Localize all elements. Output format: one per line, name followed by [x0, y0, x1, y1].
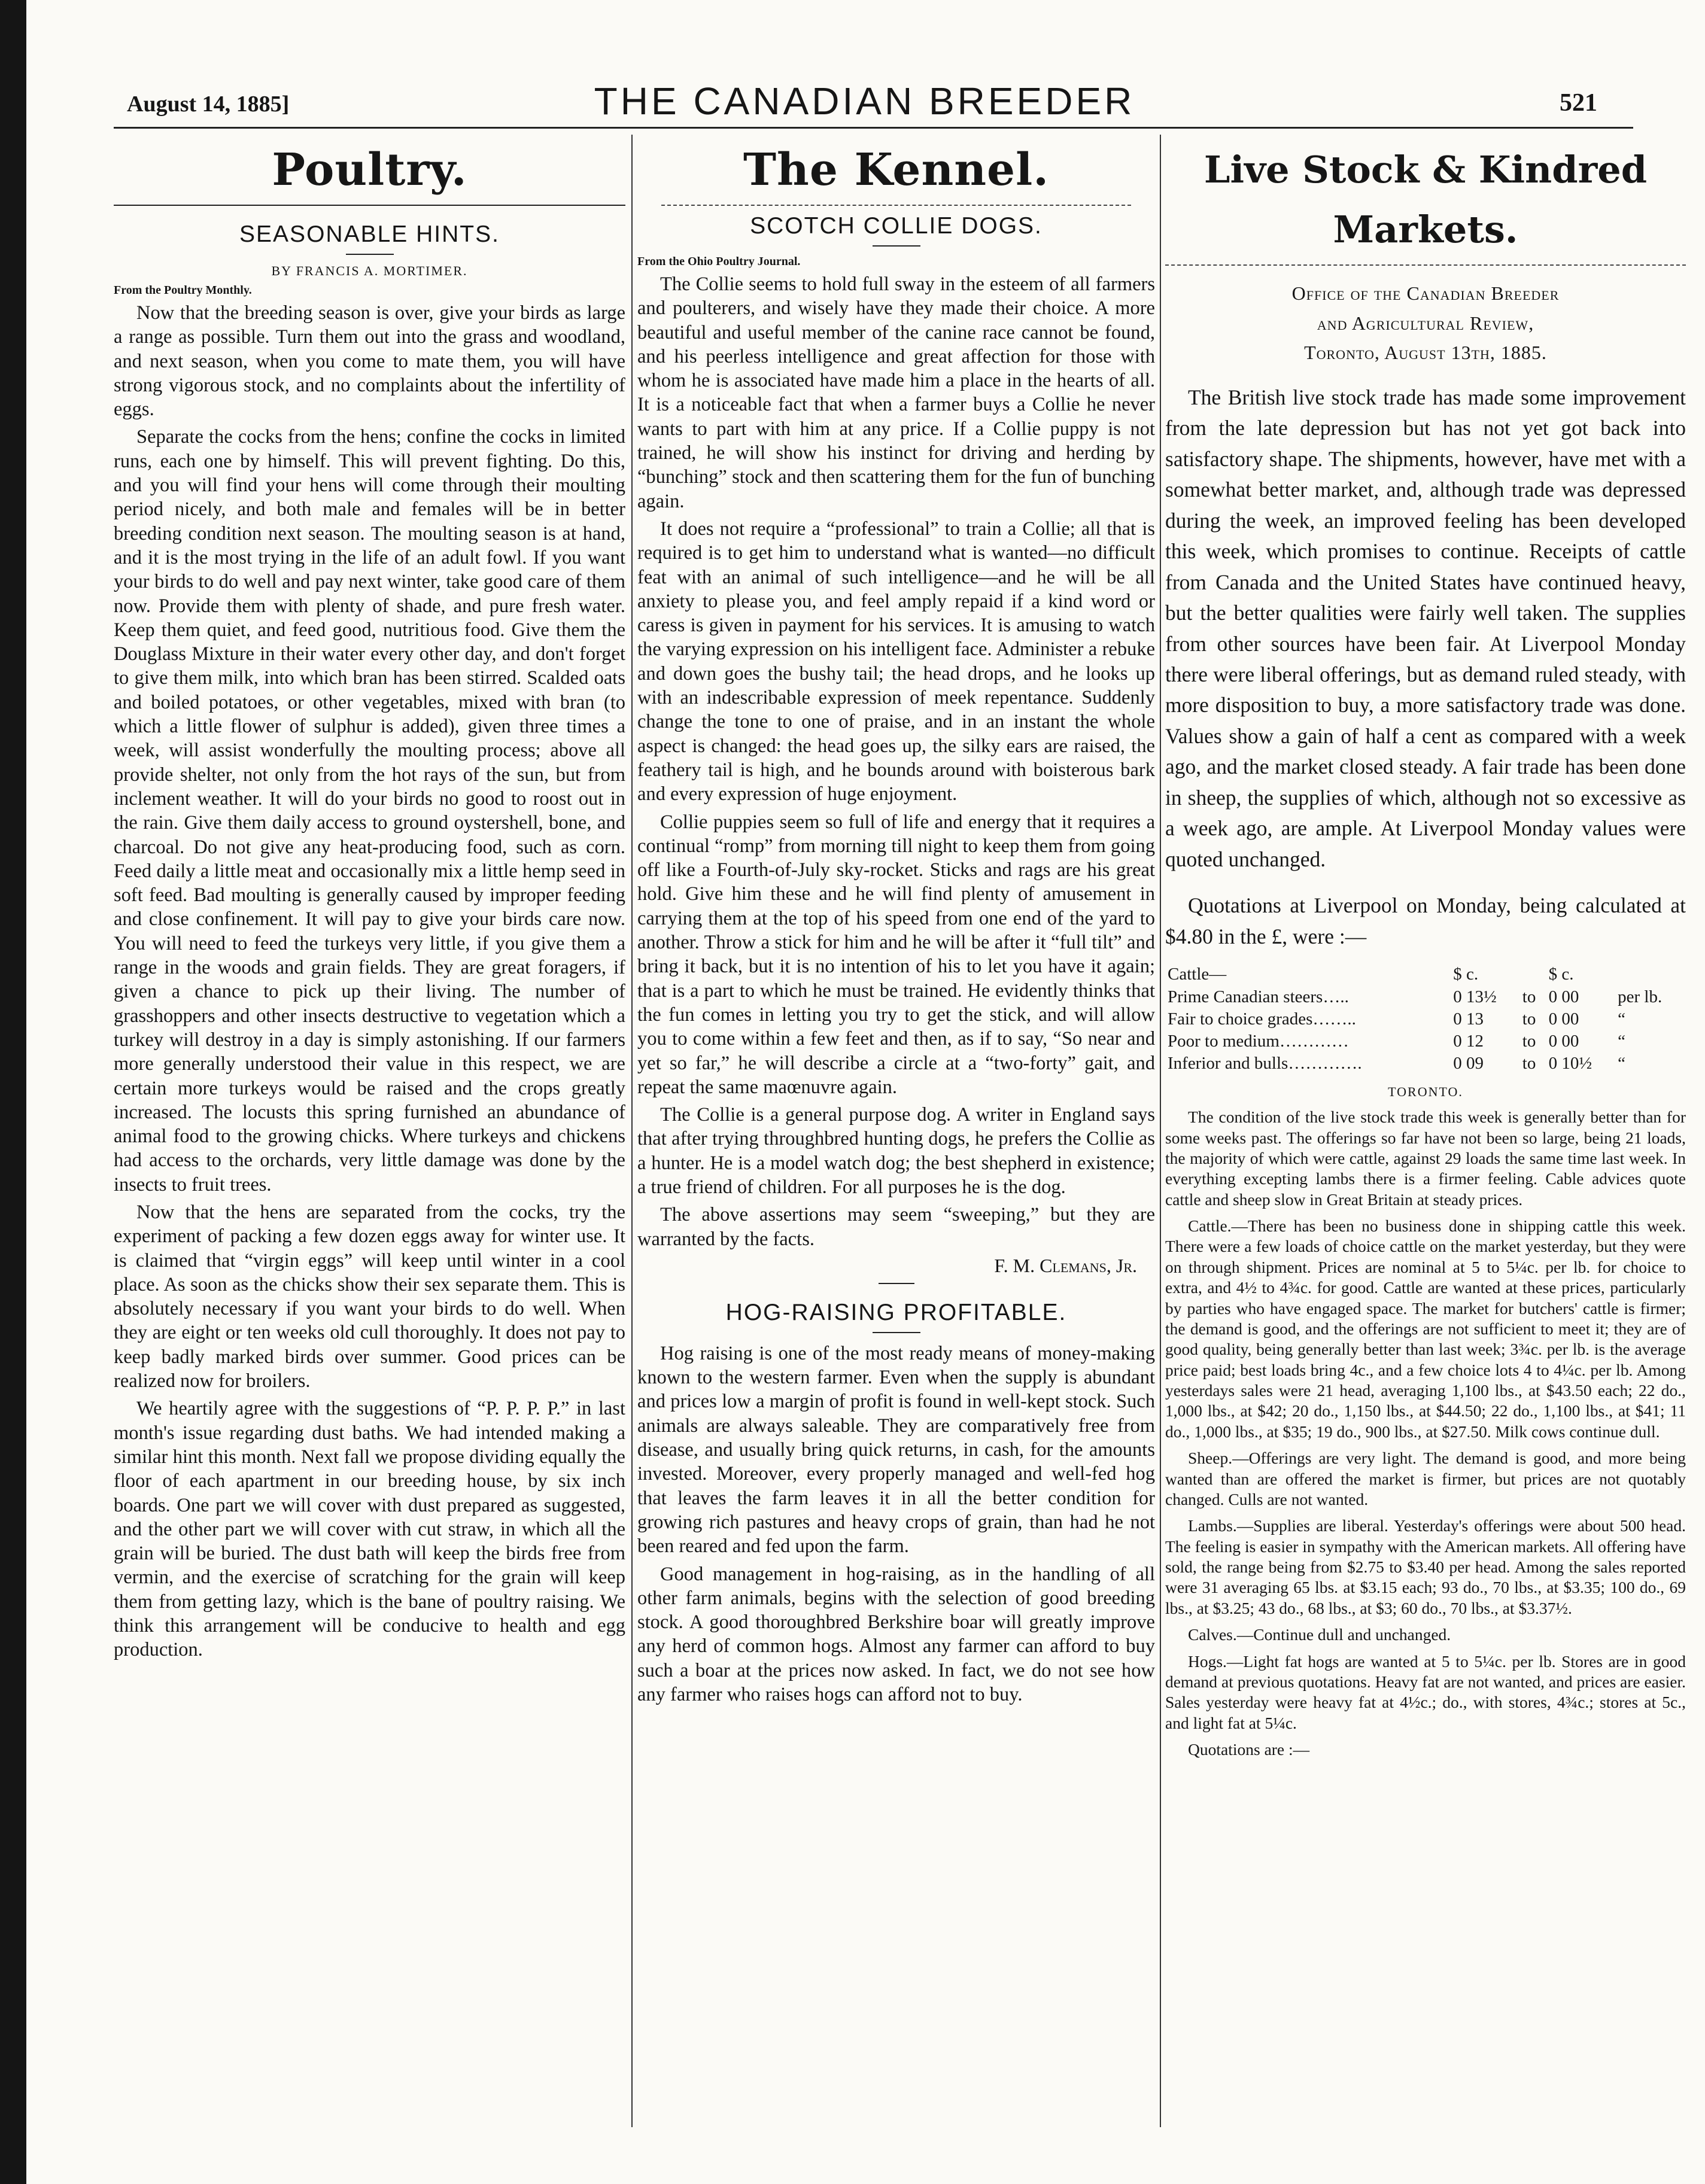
- scan-edge: [0, 0, 26, 2184]
- table-row: [1165, 986, 1686, 1008]
- office-line: and Agricultural Review,: [1317, 312, 1534, 334]
- table-cell: to: [1522, 1032, 1536, 1051]
- paragraph: Sheep.—Offerings are very light. The demand is good, and more being wanted than are offered the market is firmer, but prices are not quotably changed. Culls are not wanted.: [1165, 1449, 1686, 1508]
- table-cell: 0 00: [1548, 1032, 1579, 1051]
- office-line: Office of the Canadian Breeder: [1291, 282, 1560, 304]
- table-cell: 0 13½: [1453, 987, 1497, 1007]
- poultry-column: [114, 133, 625, 2142]
- toronto-report: [1165, 1107, 1686, 1760]
- office-line: Toronto, August 13th, 1885.: [1304, 342, 1547, 364]
- headline-rule: [873, 1332, 920, 1333]
- paragraph: The Collie is a general purpose dog. A writer in England says that after trying throughbred hunting dogs, he prefers the Collie as a hunter. He is a model watch dog; the best shepherd in existence; a true friend of children. For all purposes he is the dog.: [637, 1104, 1155, 1198]
- table-cell: 0 09: [1453, 1054, 1484, 1073]
- kennel-department-heading: The Kennel.: [743, 144, 1050, 196]
- column-header: $ c.: [1548, 965, 1574, 984]
- table-cell: “: [1618, 1032, 1626, 1051]
- table-cell: to: [1522, 1009, 1536, 1029]
- table-cell: 0 13: [1453, 1009, 1484, 1029]
- table-cell: 0 00: [1548, 987, 1579, 1007]
- paragraph: Lambs.—Supplies are liberal. Yesterday's offerings were about 500 head. The feeling is easier in sympathy with the American markets. All offering have sold, the range being from $2.75 to $3.40 per head. Among the sales reported were 31 averaging 65 lbs. at $3.15 each; 93 do., 70 lbs., at $3.35; 100 do., 69 lbs., at $3.25; 43 do., 68 lbs., at $3; 60 do., 70 lbs., at $3.37½.: [1165, 1516, 1686, 1617]
- paragraph: The Collie seems to hold full sway in the esteem of all farmers and poulterers, and wisely have they made their choice. A more beautiful and useful member of the canine race cannot be found, and his peerless intelligence and great affection for those with whom he is associated have made him a place in the hearts of all. It is a noticeable fact that when a farmer buys a Collie he never wants to part with him at any price. If a Collie puppy is not trained, he will show his instinct for driving and herding by “bunching” stock and then scattering them for the fun of bunching again.: [637, 273, 1155, 512]
- table-cell: Poor to medium…………: [1168, 1032, 1349, 1051]
- table-cell: “: [1618, 1009, 1626, 1029]
- paragraph: We heartily agree with the suggestions of “P. P. P. P.” in last month's issue regarding dust baths. We had intended making a similar hint this month. Next fall we propose dividing equally the floor of each apartment in our breeding house, by six inch boards. One part we will cover with dust prepared as suggested, and the other part we will cover with cut straw, in which all the grain will be buried. The dust bath will keep the birds free from vermin, and the exercise of scratching for the grain will keep them from getting lazy, which is the bane of poultry raising. We think this arrangement will be conducive to health and egg production.: [114, 1398, 625, 1661]
- paragraph: Good management in hog-raising, as in the handling of all other farm animals, begins with the selection of good breeding stock. A good thoroughbred Berkshire boar will greatly improve any herd of common hogs. Almost any farmer can afford to buy such a boar at the prices now asked. In fact, we do not see how any farmer who raises hogs can afford not to buy.: [637, 1563, 1155, 1706]
- paragraph: Collie puppies seem so full of life and energy that it requires a continual “romp” from morning till night to keep them from going off like a Fourth-of-July sky-rocket. Sticks and rags are his great hold. Give him these and he will find plenty of amusement in carrying them at the top of his speed from one end of the yard to another. Throw a stick for him and he will be after it “full tilt” and bring it back, but it is no intention of his to let you have it again; that is a part to which he must be trained. He evidently thinks that the fun comes in letting you try to get the stick, and will allow you to come within a few feet and then, as if to say, “So near and yet so far,” he will describe a circle at a “two-forty” gait, and repeat the same maœnuvre again.: [637, 811, 1155, 1098]
- paragraph: It does not require a “professional” to train a Collie; all that is required is to get him to understand what is wanted—no difficult feat with an animal of such intelligence—and he will be all anxiety to please you, and feel amply repaid if a kind word or caress is given in payment for his services. It is amusing to watch the varying expression on his intelligent face. Administer a rebuke and down goes the bushy tail; the head drops, and he looks up with an indescribable expression of meek repentance. Suddenly change the tone to one of praise, and in an instant the whole aspect is changed: the head goes up, the silky ears are raised, the feathery tail is high, and he bounds around with boisterous bark and every expression of huge enjoyment.: [637, 518, 1155, 805]
- department-rule: [1165, 264, 1686, 266]
- article-source: From the Poultry Monthly.: [114, 284, 252, 297]
- column-header: [1615, 963, 1686, 986]
- article-separator: [879, 1283, 914, 1284]
- kennel-column: [637, 133, 1155, 2142]
- department-rule: [661, 205, 1131, 206]
- paragraph: Calves.—Continue dull and unchanged.: [1188, 1625, 1451, 1644]
- article-signature: F. M. Clemans, Jr.: [994, 1254, 1137, 1276]
- masthead: [90, 72, 1639, 126]
- article-byline: BY FRANCIS A. MORTIMER.: [271, 263, 468, 278]
- table-cell: 0 12: [1453, 1032, 1484, 1051]
- paragraph: Hogs.—Light fat hogs are wanted at 5 to 5¼c. per lb. Stores are in good demand at previous quotations. Heavy fat are not wanted, and prices are easier. Sales yesterday were heavy fat at 4½c.; do., with stores, 4¾c.; stores at 5c., and light fat at 5¼c.: [1165, 1651, 1686, 1732]
- table-cell: per lb.: [1618, 987, 1663, 1007]
- article-headline: SCOTCH COLLIE DOGS.: [750, 213, 1043, 239]
- table-cell: to: [1522, 1054, 1536, 1073]
- newspaper-title: THE CANADIAN BREEDER: [594, 80, 1135, 123]
- paragraph: The condition of the live stock trade this week is generally better than for some weeks past. The offerings so far have not been so large, being 21 loads, the majority of which were cattle, against 29 loads the same time last week. In everything excepting lambs there is a firmer feeling. Cable advices quote cattle and sheep slow in Great Britain at steady prices.: [1165, 1108, 1686, 1209]
- table-row: [1165, 1053, 1686, 1075]
- toronto-heading: TORONTO.: [1388, 1084, 1463, 1100]
- paragraph: The above assertions may seem “sweeping,” but they are warranted by the facts.: [637, 1204, 1155, 1250]
- table-cell: Fair to choice grades……..: [1168, 1009, 1356, 1029]
- office-dateline: [1165, 279, 1686, 368]
- paragraph: Hog raising is one of the most ready means of money-making known to the western farmer. Even when the supply is abundant and prices low a margin of profit is found in well-kept stock. Such animals are always saleable. They are comparatively free from disease, and usually bring quick returns, in cash, for the amounts invested. Moreover, every properly managed and well-fed hog that leaves the farm leaves it in all the better condition for growing rich pastures and heavy crops of grain, than had he not been reared and fed upon the farm.: [637, 1342, 1155, 1558]
- table-cell: to: [1522, 987, 1536, 1007]
- column-divider: [631, 135, 633, 2127]
- column-header: $ c.: [1453, 965, 1479, 984]
- quotation-intro: Quotations at Liverpool on Monday, being calculated at $4.80 in the £, were :—: [1165, 893, 1686, 948]
- table-cell: Inferior and bulls………….: [1168, 1054, 1362, 1073]
- table-cell: 0 10½: [1548, 1054, 1592, 1073]
- poultry-department-heading: Poultry.: [272, 144, 467, 196]
- page-number: 521: [1560, 89, 1597, 117]
- paragraph: Now that the breeding season is over, give your birds as large a range as possible. Turn them out into the grass and woodland, and next season, when you come to mate them, you will have strong vigorous stock, and no complaints about the infertility of eggs.: [114, 302, 625, 421]
- markets-report: [1165, 382, 1686, 952]
- issue-date: August 14, 1885]: [127, 92, 290, 117]
- article-headline: SEASONABLE HINTS.: [239, 221, 500, 247]
- article-body: [114, 301, 625, 1662]
- article-body: [637, 1342, 1155, 1707]
- article-headline: HOG-RAISING PROFITABLE.: [725, 1299, 1067, 1325]
- markets-department-heading: Live Stock & Kindred Markets.: [1203, 148, 1648, 251]
- department-rule: [114, 205, 625, 206]
- paragraph: Now that the hens are separated from the cocks, try the experiment of packing a few dozen eggs away for winter use. It is claimed that “virgin eggs” will keep until winter in a cool place. As soon as the chicks show their sex separate them. This is absolutely necessary if you want your birds to do well. When they are eight or ten weeks old cull thoroughly. It does not pay to keep badly marked birds over summer. Good prices can be realized now for broilers.: [114, 1201, 625, 1392]
- column-header: Cattle—: [1168, 965, 1227, 984]
- paragraph: Cattle.—There has been no business done in shipping cattle this week. There were a few loads of choice cattle on the market yesterday, but they were on through shipment. Prices are nominal at 5 to 5¼c. per lb. for choice to extra, and 4½ to 4¾c. for good. Cattle are wanted at these prices, particularly by parties who have engaged space. The market for butchers' cattle is firmer; the demand is good, and the offerings are not sufficient to meet it; they are of good quality, being generally better than last week; 3¾c. per lb. is the average price paid; best loads bring 4c., and a few choice lots 4 to 4¼c. per lb. Among yesterdays sales were 21 head, averaging 1,100 lbs., at $43.50 each; 22 do., 1,000 lbs., at $42; 20 do., 1,150 lbs., at $44.50; 22 do., 1,100 lbs., at $41; 11 do., 1,000 lbs., at $35; 19 do., 900 lbs., at $27.50. Milk cows continue dull.: [1165, 1216, 1686, 1441]
- table-cell: Prime Canadian steers…..: [1168, 987, 1349, 1007]
- table-cell: 0 00: [1548, 1009, 1579, 1029]
- liverpool-quotes-table: [1165, 963, 1686, 1075]
- masthead-rule: [114, 127, 1633, 129]
- column-header: [1520, 963, 1546, 986]
- headline-rule: [346, 254, 394, 255]
- table-row: [1165, 1008, 1686, 1030]
- headline-rule: [873, 245, 920, 247]
- table-header-row: [1165, 963, 1686, 986]
- table-row: [1165, 1030, 1686, 1053]
- article-source: From the Ohio Poultry Journal.: [637, 255, 801, 268]
- article-body: [637, 272, 1155, 1251]
- paragraph: Separate the cocks from the hens; confine the cocks in limited runs, each one by himself. This will prevent fighting. Do this, and you will find your hens will come through their moulting period nicely, and both male and females will be in better breeding condition next season. The moulting season is at hand, and it is the most trying in the life of an adult fowl. If you want your birds to do well and pay next winter, take good care of them now. Provide them with plenty of shade, and pure fresh water. Keep them quiet, and feed good, nutritious food. Give them the Douglass Mixture in their water every other day, and don't forget to give them milk, into which bran has been stirred. Scalded oats and boiled potatoes, or other vegetables, mixed with bran (to which a little flower of sulphur is added), given three times a week, will assist wonderfully the moulting process; above all provide shelter, not only from the hot rays of the sun, but from inclement weather. It will do your birds no good to roost out in the rain. Give them daily access to ground oystershell, bone, and charcoal. Do not give any heat-producing food, such as corn. Feed daily a little meat and occasionally mix a little hemp seed in soft feed. Bad moulting is generally caused by improper feeding and close confinement. It will pay to give your birds care now. You will need to feed the turkeys very little, if you give them a range in the woods and grain fields. They are great foragers, if given a chance to pick up their living. The number of grasshoppers and other insects destructive to vegetation which a turkey will destroy in a day is simply astonishing. If our farmers more generally understood their value in this respect, we are certain more turkeys would be raised and the crops greatly increased. The locusts this spring furnished an abundance of animal food to the growing chicks. Where turkeys and chickens had access to the orchards, very little damage was done by the insects to fruit trees.: [114, 426, 625, 1196]
- paragraph: Quotations are :—: [1188, 1740, 1310, 1759]
- column-divider: [1160, 135, 1161, 2127]
- markets-column: [1165, 133, 1686, 2142]
- table-cell: “: [1618, 1054, 1626, 1073]
- paragraph: The British live stock trade has made some improvement from the late depression but has not yet got back into satisfactory shape. The shipments, however, have met with a somewhat better market, and, although trade was depressed during the week, an improved feeling has been developed this week, which promises to continue. Receipts of cattle from Canada and the United States have continued heavy, but the better qualities were fairly well taken. The supplies from other sources have been fair. At Liverpool Monday there were liberal offerings, but as demand ruled steady, with more disposition to buy, a more satisfactory trade was done. Values show a gain of half a cent as compared with a week ago, and the market closed steady. A fair trade has been done in sheep, the supplies of which, although not so excessive as a week ago, are ample. At Liverpool Monday values were quoted unchanged.: [1165, 385, 1686, 871]
